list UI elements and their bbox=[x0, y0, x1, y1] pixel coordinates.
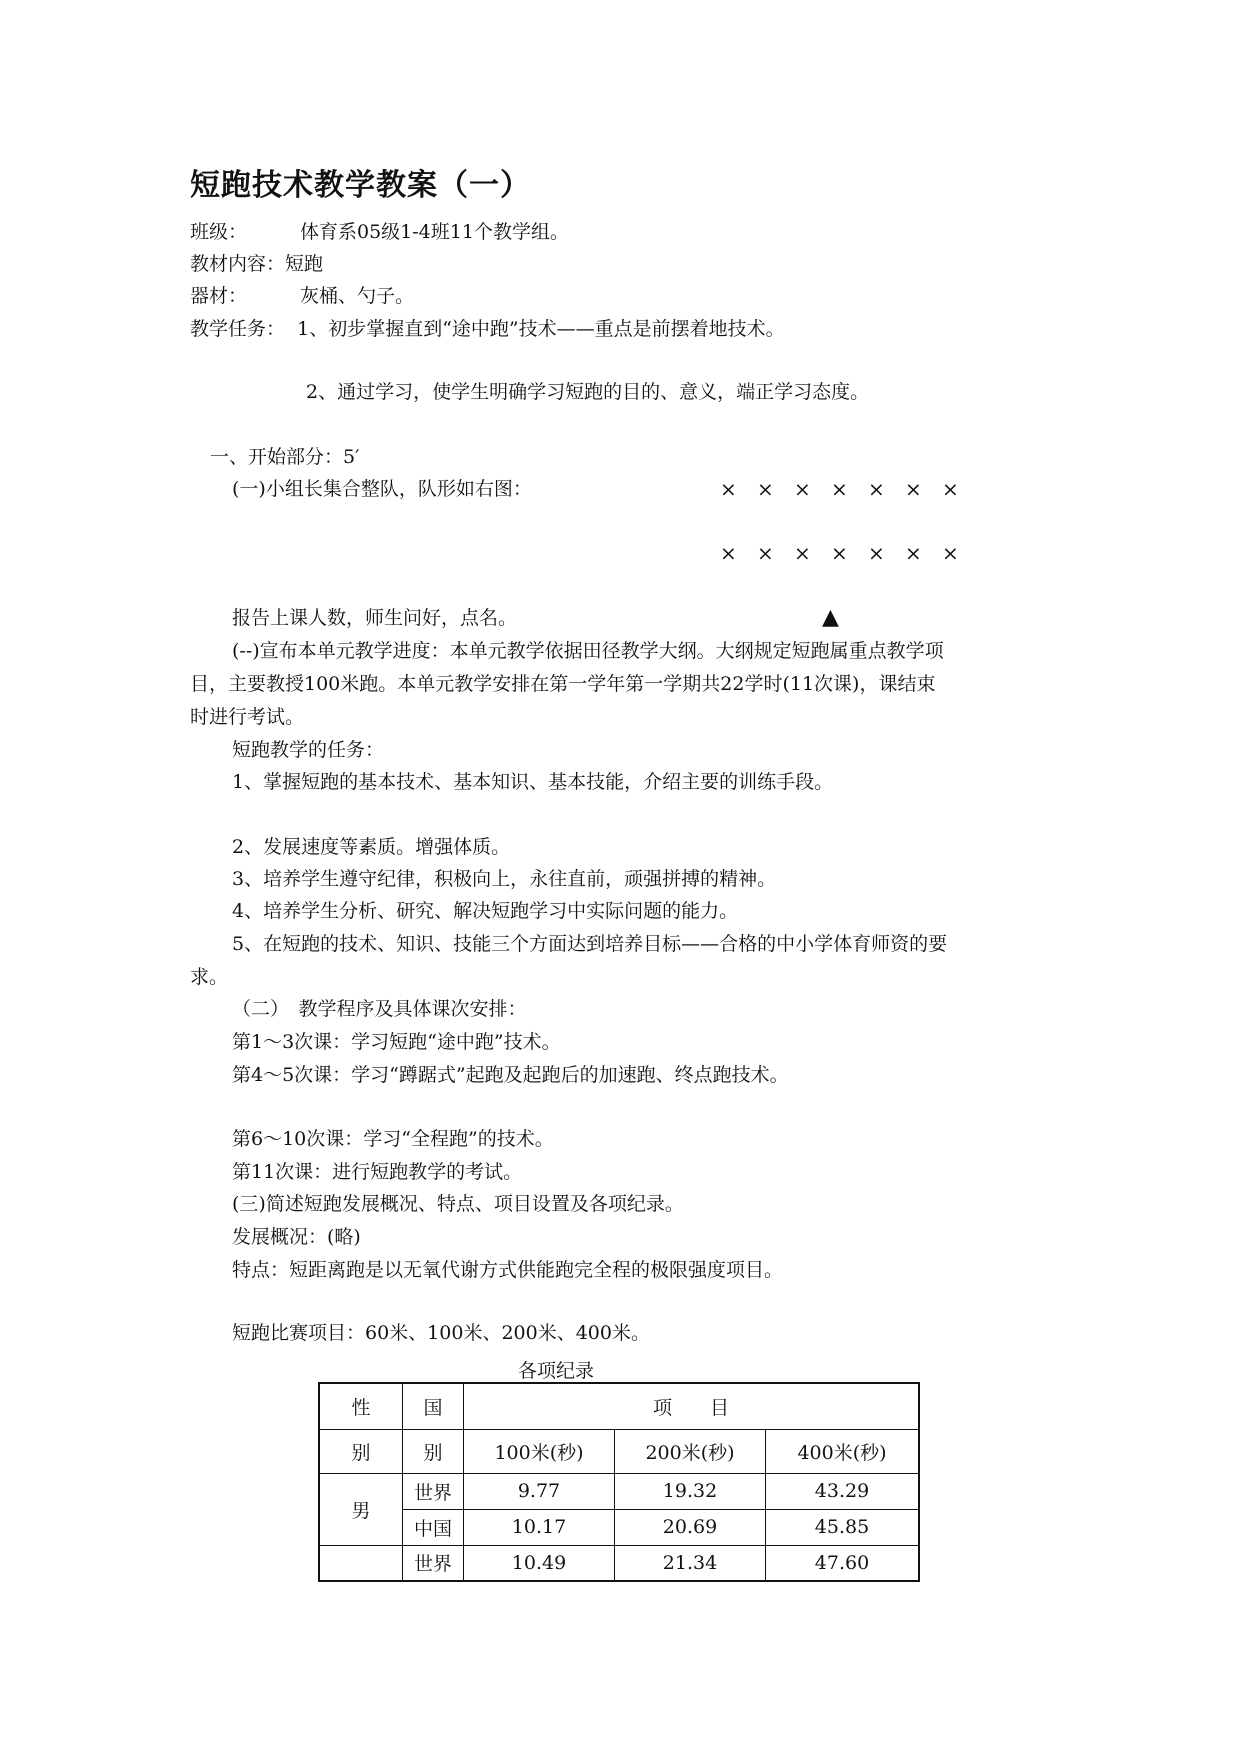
header-200m: 200米(秒) bbox=[615, 1429, 766, 1473]
formation-mark: × bbox=[794, 541, 811, 565]
formation-mark: × bbox=[905, 541, 922, 565]
row-200m: 19.32 bbox=[615, 1473, 766, 1509]
formation-item: (一)小组长集合整队，队形如右图： bbox=[232, 478, 532, 500]
row-country: 世界 bbox=[403, 1545, 464, 1581]
formation-mark: × bbox=[905, 477, 922, 501]
equipment-value: 灰桶、勺子。 bbox=[300, 285, 415, 307]
class-value: 体育系05级1-4班11个教学组。 bbox=[300, 221, 569, 243]
row-100m: 10.49 bbox=[464, 1545, 615, 1581]
task-label: 教学任务： bbox=[190, 318, 286, 340]
progress-line-2: 目，主要教授100米跑。本单元教学安排在第一学年第一学期共22学时(11次课)，课结束 bbox=[190, 673, 936, 695]
formation-mark: × bbox=[868, 541, 885, 565]
task-2: 2、通过学习，使学生明确学习短跑的目的、意义，端正学习态度。 bbox=[306, 381, 870, 403]
task-item-2: 2、发展速度等素质。增强体质。 bbox=[232, 836, 511, 858]
row-400m: 43.29 bbox=[766, 1473, 920, 1509]
formation-mark: × bbox=[942, 477, 959, 501]
row-country: 世界 bbox=[403, 1473, 464, 1509]
task-item-4: 4、培养学生分析、研究、解决短跑学习中实际问题的能力。 bbox=[232, 900, 739, 922]
gender-empty bbox=[319, 1545, 403, 1581]
lesson-2: 第4～5次课：学习“蹲踞式”起跑及起跑后的加速跑、终点跑技术。 bbox=[232, 1064, 789, 1086]
equipment-line bbox=[190, 284, 414, 308]
class-line bbox=[190, 220, 569, 244]
gender-male: 男 bbox=[319, 1473, 403, 1545]
header-100m: 100米(秒) bbox=[464, 1429, 615, 1473]
table-caption: 各项纪录 bbox=[518, 1360, 595, 1382]
formation-mark: × bbox=[831, 541, 848, 565]
lesson-3: 第6～10次课：学习“全程跑”的技术。 bbox=[232, 1128, 554, 1150]
class-label: 班级： bbox=[190, 221, 248, 243]
material-line bbox=[190, 252, 323, 276]
formation-mark: × bbox=[757, 541, 774, 565]
formation-mark: × bbox=[868, 477, 885, 501]
progress-line-1: (--)宣布本单元教学进度：本单元教学依据田径教学大纲。大纲规定短跑属重点教学项 bbox=[232, 640, 944, 662]
page-title: 短跑技术教学教案（一） bbox=[190, 168, 531, 203]
task-item-5-cont: 求。 bbox=[190, 966, 229, 988]
section2-heading: （二） 教学程序及具体课次安排： bbox=[232, 998, 527, 1020]
formation-mark: × bbox=[720, 541, 737, 565]
row-100m: 9.77 bbox=[464, 1473, 615, 1509]
section3-heading: (三)简述短跑发展概况、特点、项目设置及各项纪录。 bbox=[232, 1193, 684, 1215]
report-line: 报告上课人数，师生问好，点名。 bbox=[232, 607, 518, 629]
header-gender-bottom: 别 bbox=[319, 1429, 403, 1473]
row-400m: 45.85 bbox=[766, 1509, 920, 1545]
formation-mark: × bbox=[831, 477, 848, 501]
section1-heading: 一、开始部分：5′ bbox=[210, 446, 360, 468]
task-item-5: 5、在短跑的技术、知识、技能三个方面达到培养目标——合格的中小学体育师资的要 bbox=[232, 933, 948, 955]
task-line bbox=[190, 317, 785, 341]
lesson-1: 第1～3次课：学习短跑“途中跑”技术。 bbox=[232, 1031, 561, 1053]
table-row bbox=[319, 1509, 919, 1545]
row-400m: 47.60 bbox=[766, 1545, 920, 1581]
records-table bbox=[318, 1382, 920, 1582]
lesson-4: 第11次课：进行短跑教学的考试。 bbox=[232, 1161, 523, 1183]
material-label: 教材内容： bbox=[190, 253, 286, 275]
progress-line-3: 时进行考试。 bbox=[190, 706, 305, 728]
header-400m: 400米(秒) bbox=[766, 1429, 920, 1473]
row-100m: 10.17 bbox=[464, 1509, 615, 1545]
table-row bbox=[319, 1545, 919, 1581]
header-gender-top: 性 bbox=[319, 1383, 403, 1429]
material-value: 短跑 bbox=[285, 253, 324, 275]
formation-mark: × bbox=[942, 541, 959, 565]
events-line: 短跑比赛项目：60米、100米、200米、400米。 bbox=[232, 1322, 650, 1344]
formation-mark: × bbox=[794, 477, 811, 501]
header-event: 项 目 bbox=[464, 1383, 920, 1429]
header-country-bottom: 别 bbox=[403, 1429, 464, 1473]
row-200m: 21.34 bbox=[615, 1545, 766, 1581]
formation-mark: × bbox=[720, 477, 737, 501]
teacher-triangle-icon: ▲ bbox=[822, 605, 839, 630]
formation-row-1 bbox=[720, 477, 979, 501]
header-country-top: 国 bbox=[403, 1383, 464, 1429]
formation-mark: × bbox=[757, 477, 774, 501]
formation-row-2 bbox=[720, 541, 979, 565]
task-1: 1、初步掌握直到“途中跑”技术——重点是前摆着地技术。 bbox=[297, 318, 785, 340]
table-header-row bbox=[319, 1383, 919, 1429]
tasks-heading: 短跑教学的任务： bbox=[232, 739, 385, 761]
task-item-3: 3、培养学生遵守纪律，积极向上，永往直前，顽强拼搏的精神。 bbox=[232, 868, 777, 890]
equipment-label: 器材： bbox=[190, 285, 248, 307]
table-subheader-row bbox=[319, 1429, 919, 1473]
row-country: 中国 bbox=[403, 1509, 464, 1545]
task-item-1: 1、掌握短跑的基本技术、基本知识、基本技能，介绍主要的训练手段。 bbox=[232, 771, 834, 793]
row-200m: 20.69 bbox=[615, 1509, 766, 1545]
feature-line: 特点：短距离跑是以无氧代谢方式供能跑完全程的极限强度项目。 bbox=[232, 1259, 784, 1281]
table-row bbox=[319, 1473, 919, 1509]
development-line: 发展概况：(略) bbox=[232, 1226, 361, 1248]
